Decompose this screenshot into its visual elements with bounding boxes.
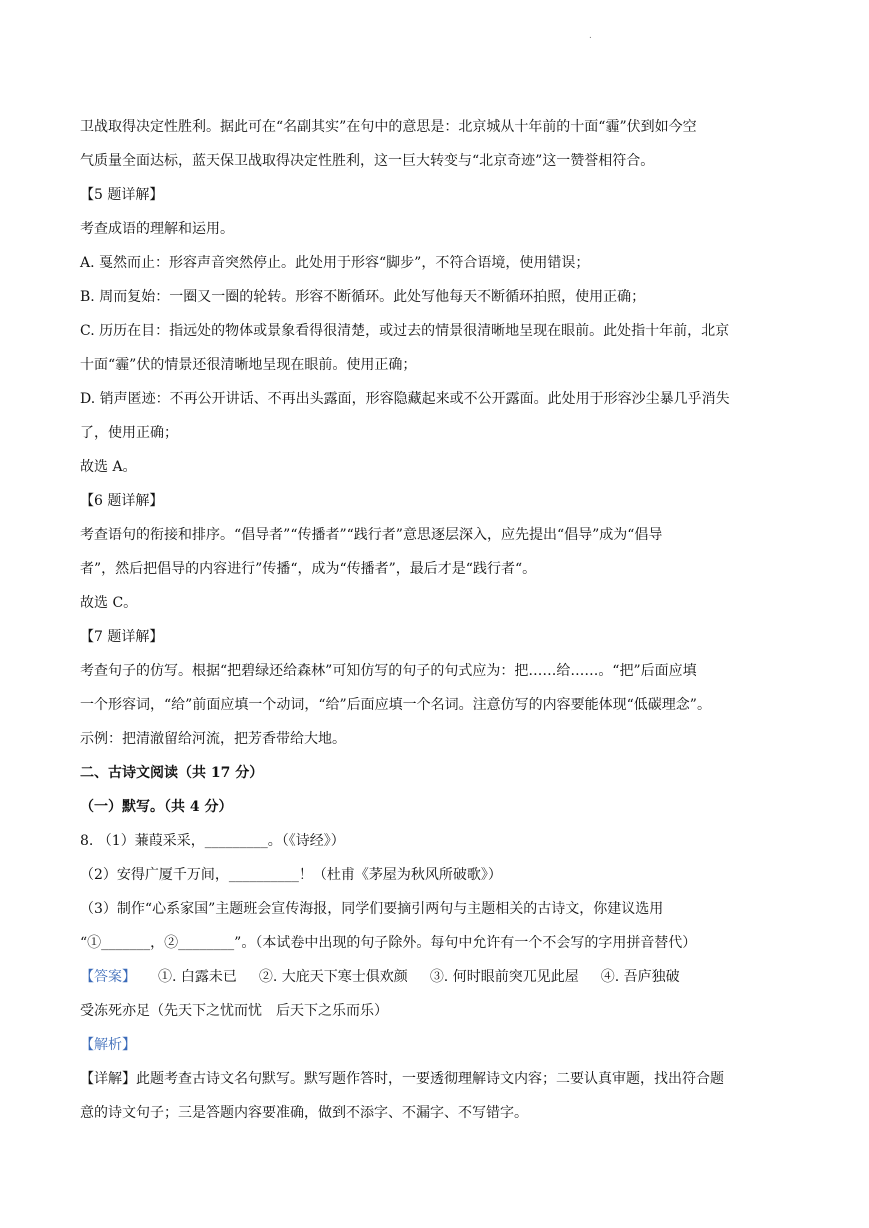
q8-detail: 【详解】此题考查古诗文名句默写。默写题作答时，一要透彻理解诗文内容；二要认真审题，找出符合题 [80, 1071, 724, 1087]
q5-intro: 考查成语的理解和运用。 [80, 221, 234, 237]
q5-option-d-cont: 了，使用正确； [80, 425, 178, 441]
answer-1: ①. 白露未已 [158, 969, 237, 985]
q8-item-1: 8. （1）蒹葭采采，_________。（《诗经》） [80, 833, 345, 849]
q8-answer-cont: 受冻死亦足（先天下之忧而忧 后天下之乐而乐） [80, 1003, 388, 1019]
q8-answer-line [80, 960, 790, 994]
q5-option-b: B. 周而复始：一圈又一圈的轮转。形容不断循环。此处写他每天不断循环拍照，使用正确； [80, 289, 646, 305]
q7-text: 考查句子的仿写。根据“把碧绿还给森林”可知仿写的句子的句式应为：把……给……。“把”后面应填 [80, 663, 697, 679]
answer-4: ④. 吾庐独破 [600, 969, 680, 985]
answer-tag: 【答案】 [80, 969, 136, 985]
q7-example: 示例：把清澈留给河流，把芳香带给大地。 [80, 731, 346, 747]
q8-item-3: （3）制作“心系家国”主题班会宣传海报，同学们要摘引两句与主题相关的古诗文，你建议选用 [80, 901, 664, 917]
q5-heading: 【5 题详解】 [80, 187, 164, 203]
page-header-dot: . [589, 30, 592, 41]
q5-option-a: A. 戛然而止：形容声音突然停止。此处用于形容“脚步”，不符合语境，使用错误； [80, 255, 590, 271]
q8-item-2: （2）安得广厦千万间，__________！（杜甫《茅屋为秋风所破歌》） [80, 867, 502, 883]
analysis-tag: 【解析】 [80, 1037, 136, 1053]
q6-text-cont: 者”，然后把倡导的内容进行”传播“，成为“传播者”，最后才是“践行者“。 [80, 561, 537, 577]
q8-detail-cont: 意的诗文句子；三是答题内容要准确，做到不添字、不漏字、不写错字。 [80, 1105, 528, 1121]
section-title: 二、古诗文阅读（共 17 分） [80, 765, 264, 781]
q5-option-d: D. 销声匿迹：不再公开讲话、不再出头露面，形容隐藏起来或不公开露面。此处用于形容沙尘暴几乎消失 [80, 391, 730, 407]
q5-option-c: C. 历历在目：指远处的物体或景象看得很清楚，或过去的情景很清晰地呈现在眼前。此处指十年前，北京 [80, 323, 730, 339]
paragraph-line: 气质量全面达标，蓝天保卫战取得决定性胜利，这一巨大转变与“北京奇迹”这一赞誉相符合。 [80, 153, 655, 169]
q7-text-cont: 一个形容词，“给”前面应填一个动词，“给”后面应填一个名词。注意仿写的内容要能体现“低碳理念”。 [80, 697, 711, 713]
q6-answer: 故选 C。 [80, 595, 138, 611]
paragraph-line: 卫战取得决定性胜利。据此可在“名副其实”在句中的意思是：北京城从十年前的十面“霾”伏到如今空 [80, 119, 697, 135]
q8-item-3-cont: “①_______，②________”。（本试卷中出现的句子除外。每句中允许有一个不会写的字用拼音替代） [80, 935, 697, 951]
q6-text: 考查语句的衔接和排序。“倡导者”“传播者”“践行者”意思逐层深入，应先提出“倡导”成为“倡导 [80, 527, 663, 543]
q5-answer: 故选 A。 [80, 459, 137, 475]
subsection-title: （一）默写。（共 4 分） [80, 799, 233, 815]
q7-heading: 【7 题详解】 [80, 629, 164, 645]
answer-3: ③. 何时眼前突兀见此屋 [429, 969, 579, 985]
q6-heading: 【6 题详解】 [80, 493, 164, 509]
q5-option-c-cont: 十面“霾”伏的情景还很清晰地呈现在眼前。使用正确； [80, 357, 417, 373]
answer-2: ②. 大庇天下寒士俱欢颜 [258, 969, 408, 985]
document-body [80, 110, 790, 1130]
